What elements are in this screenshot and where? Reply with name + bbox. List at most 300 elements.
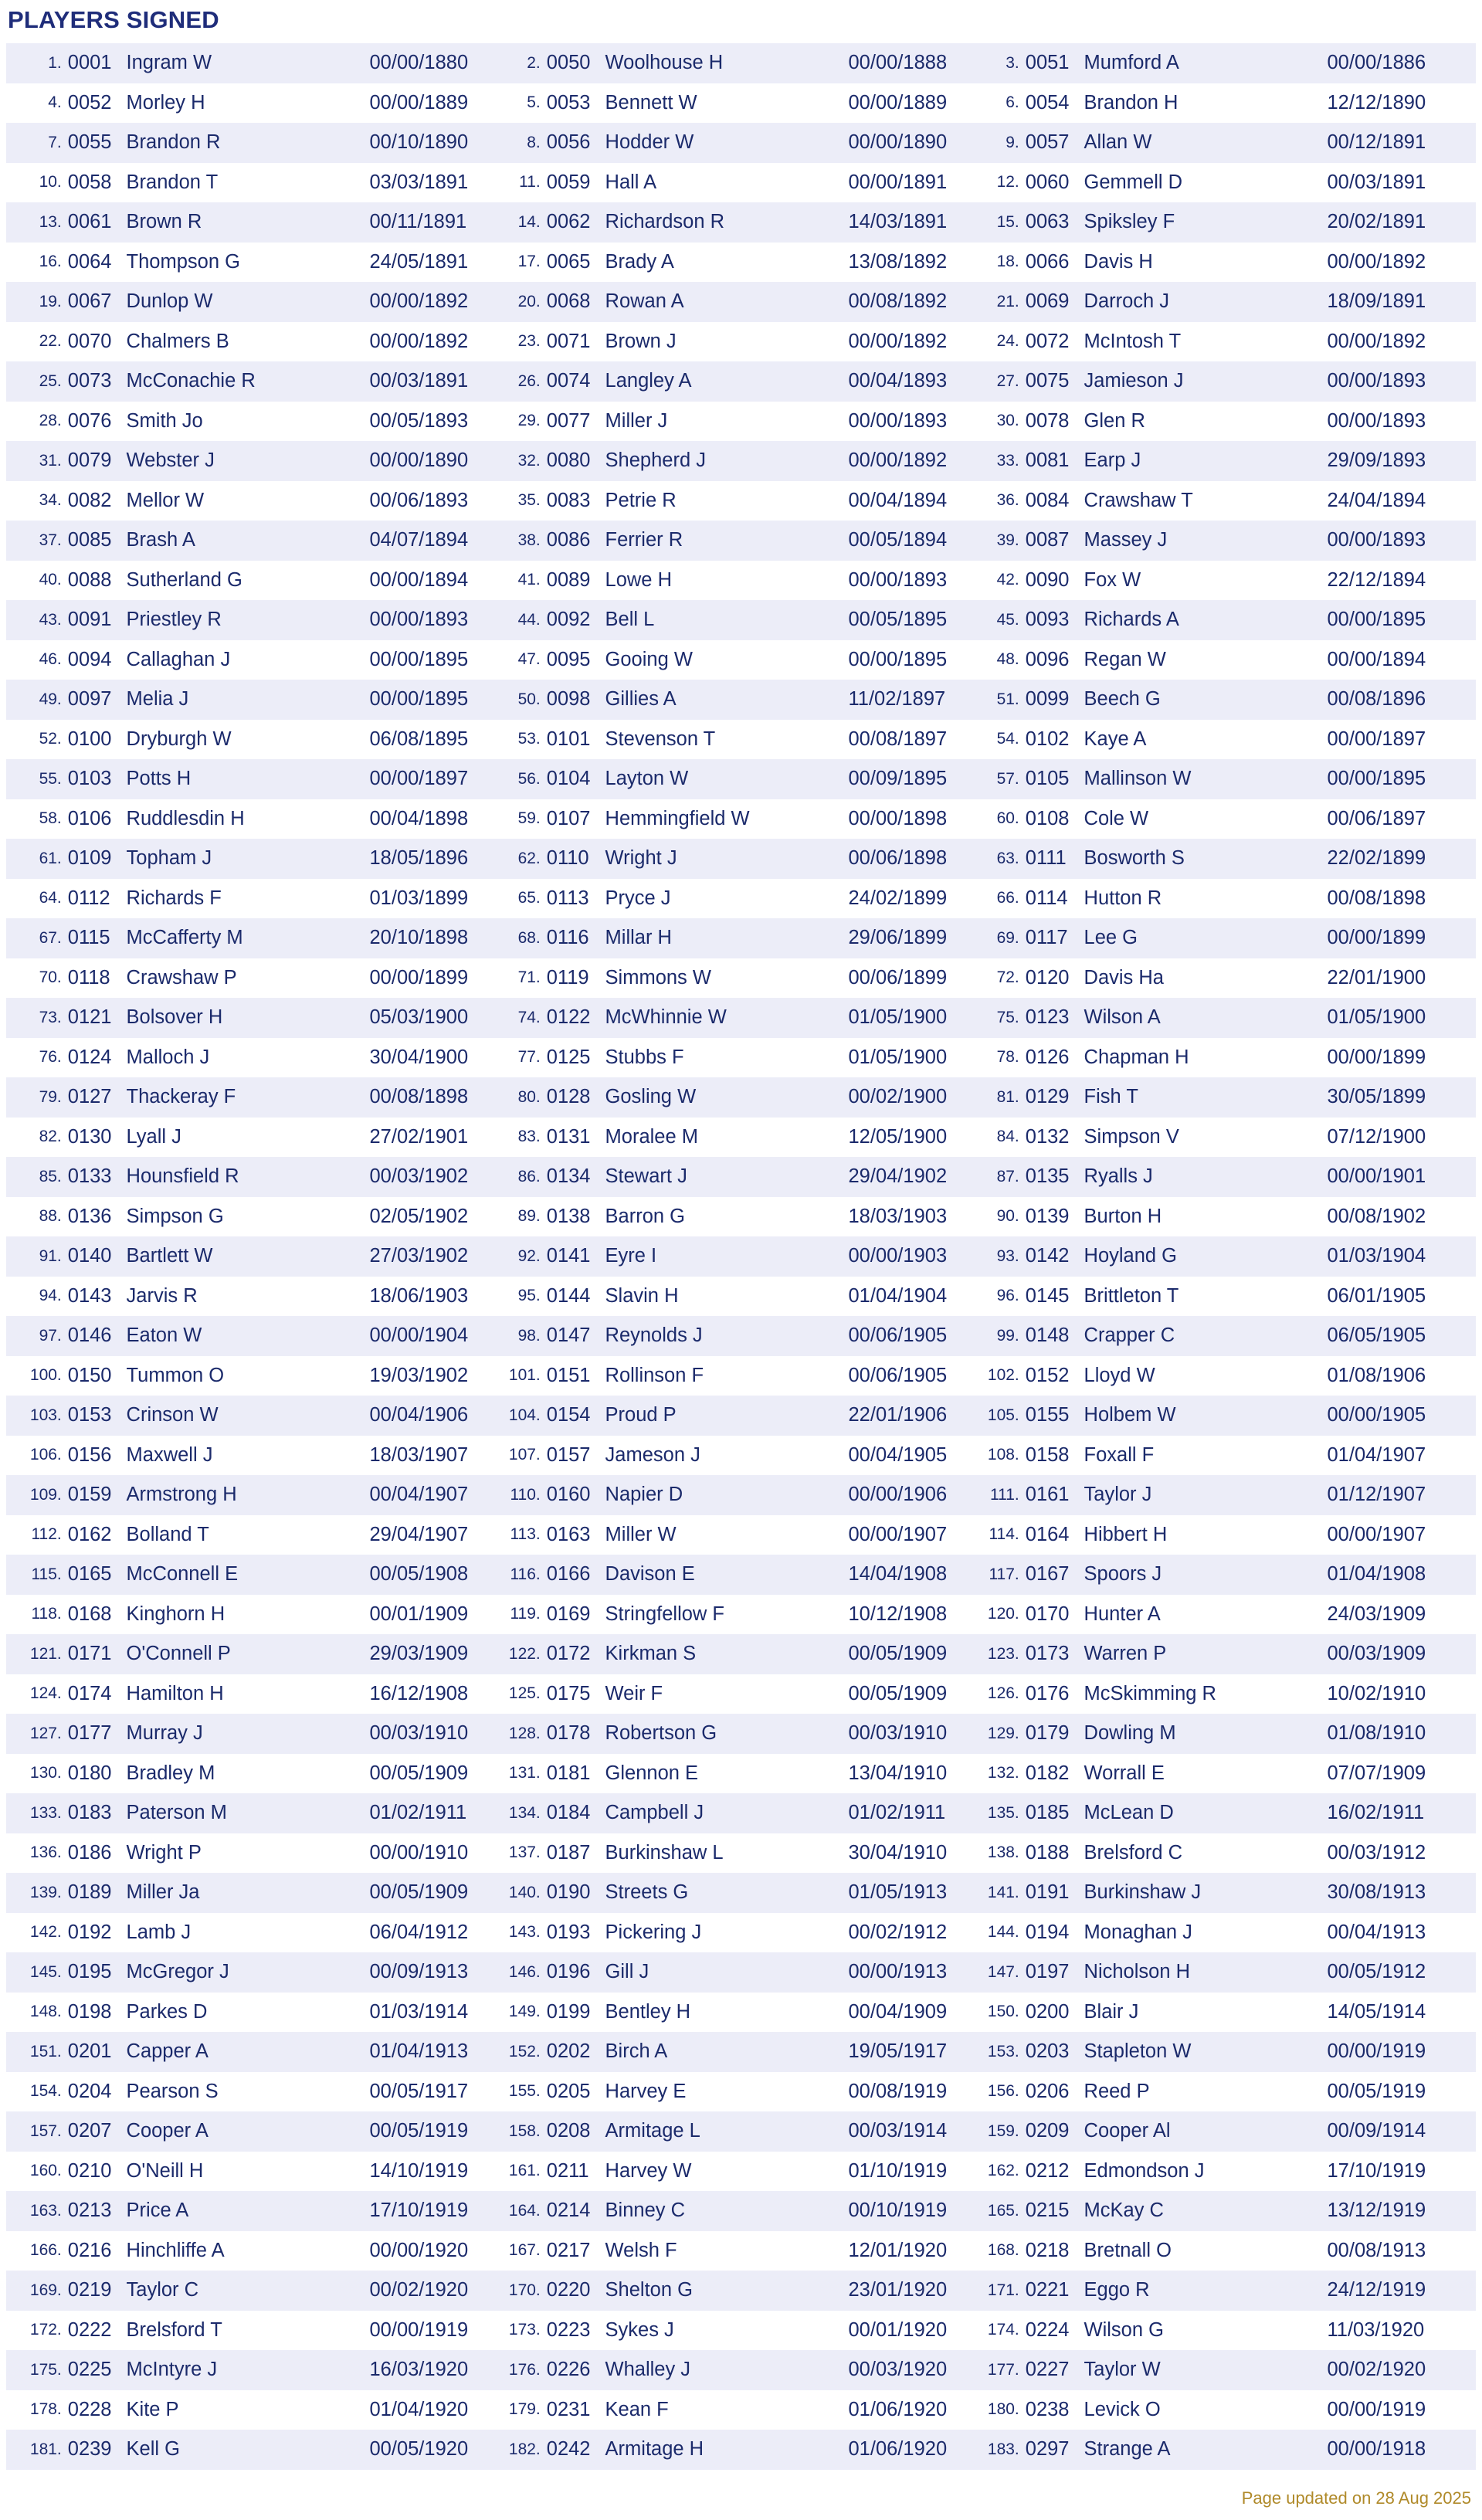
signed-date: 00/00/1898 bbox=[848, 807, 948, 829]
player-entry bbox=[964, 331, 1443, 353]
player-name: Weir F bbox=[605, 1682, 663, 1704]
player-entry bbox=[964, 927, 1443, 949]
player-name: Capper A bbox=[126, 2040, 209, 2063]
player-entry bbox=[964, 290, 1443, 313]
signed-date: 20/10/1898 bbox=[369, 927, 469, 949]
player-entry bbox=[485, 529, 964, 551]
signed-date: 00/00/1919 bbox=[1327, 2398, 1426, 2420]
player-number: 47. bbox=[517, 650, 541, 669]
player-entry bbox=[485, 847, 964, 870]
player-name: Bosworth S bbox=[1084, 847, 1185, 870]
player-name: Sutherland G bbox=[126, 568, 242, 591]
player-name: Hutton R bbox=[1084, 887, 1162, 909]
table-row bbox=[6, 1436, 1476, 1476]
player-name: Brandon R bbox=[126, 131, 221, 154]
player-number: 169. bbox=[29, 2281, 62, 2299]
player-entry bbox=[6, 1961, 485, 1983]
player-entry bbox=[6, 1086, 485, 1108]
player-code: 0195 bbox=[67, 1961, 112, 1983]
player-code: 0207 bbox=[67, 2120, 112, 2142]
player-entry bbox=[485, 1365, 964, 1387]
player-name: McLean D bbox=[1084, 1802, 1174, 1824]
player-code: 0082 bbox=[67, 489, 112, 511]
player-name: Beech G bbox=[1084, 688, 1161, 711]
player-name: Eggo R bbox=[1084, 2279, 1150, 2301]
signed-date: 00/08/1919 bbox=[848, 2080, 948, 2102]
player-number: 146. bbox=[508, 1962, 541, 1981]
player-name: McGregor J bbox=[126, 1961, 229, 1983]
player-name: Petrie R bbox=[605, 489, 677, 511]
player-entry bbox=[485, 290, 964, 313]
player-code: 0174 bbox=[67, 1682, 112, 1704]
player-name: Smith Jo bbox=[126, 409, 203, 432]
player-entry bbox=[485, 2279, 964, 2301]
player-name: Chalmers B bbox=[126, 330, 229, 352]
signed-date: 29/06/1899 bbox=[848, 927, 948, 949]
signed-date: 00/09/1895 bbox=[848, 768, 948, 790]
player-entry bbox=[485, 331, 964, 353]
player-number: 162. bbox=[987, 2162, 1019, 2180]
signed-date: 01/05/1900 bbox=[848, 1046, 948, 1068]
player-entry bbox=[964, 1206, 1443, 1228]
table-row bbox=[6, 1714, 1476, 1754]
player-entry bbox=[6, 1206, 485, 1228]
player-entry bbox=[6, 2081, 485, 2103]
signed-date: 00/00/1892 bbox=[369, 330, 469, 352]
player-number: 64. bbox=[39, 889, 62, 907]
player-entry bbox=[6, 1524, 485, 1546]
signed-date: 24/03/1909 bbox=[1327, 1603, 1426, 1625]
player-entry bbox=[6, 1006, 485, 1029]
signed-date: 00/00/1895 bbox=[369, 688, 469, 711]
player-name: Stringfellow F bbox=[605, 1603, 725, 1625]
player-number: 177. bbox=[987, 2360, 1019, 2379]
player-code: 0148 bbox=[1025, 1324, 1070, 1347]
player-number: 105. bbox=[987, 1406, 1019, 1424]
player-number: 8. bbox=[527, 133, 541, 151]
signed-date: 01/06/1920 bbox=[848, 2398, 948, 2420]
player-entry bbox=[964, 1563, 1443, 1586]
signed-date: 17/10/1919 bbox=[1327, 2159, 1426, 2182]
player-name: Tummon O bbox=[126, 1364, 225, 1386]
player-name: Woolhouse H bbox=[605, 52, 724, 74]
player-code: 0191 bbox=[1025, 1881, 1070, 1904]
player-number: 5. bbox=[527, 93, 541, 112]
player-name: Reynolds J bbox=[605, 1324, 703, 1347]
table-row bbox=[6, 123, 1476, 163]
player-name: Burton H bbox=[1084, 1205, 1162, 1227]
player-code: 0075 bbox=[1025, 370, 1070, 392]
player-number: 38. bbox=[517, 531, 541, 549]
player-code: 0065 bbox=[546, 250, 591, 273]
player-code: 0099 bbox=[1025, 688, 1070, 711]
signed-date: 20/02/1891 bbox=[1327, 211, 1426, 233]
player-code: 0090 bbox=[1025, 568, 1070, 591]
player-name: Massey J bbox=[1084, 529, 1168, 551]
player-number: 98. bbox=[517, 1326, 541, 1345]
signed-date: 02/05/1902 bbox=[369, 1205, 469, 1227]
player-number: 114. bbox=[989, 1525, 1019, 1544]
player-entry bbox=[964, 1484, 1443, 1506]
signed-date: 00/00/1903 bbox=[848, 1245, 948, 1267]
player-name: Morley H bbox=[126, 91, 205, 114]
signed-date: 00/00/1913 bbox=[848, 1961, 948, 1983]
player-code: 0202 bbox=[546, 2040, 591, 2063]
table-row bbox=[6, 600, 1476, 640]
player-name: Maxwell J bbox=[126, 1443, 213, 1466]
player-name: McIntyre J bbox=[126, 2359, 218, 2381]
player-number: 173. bbox=[508, 2321, 541, 2339]
player-name: Mallinson W bbox=[1084, 768, 1192, 790]
player-name: Pickering J bbox=[605, 1921, 702, 1943]
player-number: 45. bbox=[996, 610, 1019, 629]
player-code: 0068 bbox=[546, 290, 591, 313]
player-name: Wilson A bbox=[1084, 1006, 1161, 1029]
player-entry bbox=[485, 1722, 964, 1745]
player-entry bbox=[964, 171, 1443, 194]
player-entry bbox=[485, 1762, 964, 1785]
signed-date: 00/00/1907 bbox=[848, 1523, 948, 1545]
player-code: 0231 bbox=[546, 2398, 591, 2420]
player-code: 0125 bbox=[546, 1046, 591, 1068]
player-name: Glennon E bbox=[605, 1762, 699, 1784]
player-code: 0058 bbox=[67, 171, 112, 193]
signed-date: 11/03/1920 bbox=[1327, 2318, 1425, 2341]
signed-date: 00/02/1920 bbox=[1327, 2359, 1426, 2381]
player-number: 52. bbox=[39, 730, 62, 748]
player-number: 132. bbox=[987, 1764, 1019, 1782]
player-number: 90. bbox=[996, 1207, 1019, 1226]
player-name: Moralee M bbox=[605, 1125, 698, 1148]
signed-date: 00/08/1902 bbox=[1327, 1205, 1426, 1227]
player-entry bbox=[6, 847, 485, 870]
player-entry bbox=[6, 927, 485, 949]
player-code: 0102 bbox=[1025, 728, 1070, 750]
signed-date: 06/04/1912 bbox=[369, 1921, 469, 1943]
player-number: 72. bbox=[996, 968, 1019, 987]
player-number: 78. bbox=[996, 1048, 1019, 1067]
player-entry bbox=[964, 1842, 1443, 1864]
player-code: 0146 bbox=[67, 1324, 112, 1347]
player-number: 69. bbox=[996, 928, 1019, 947]
player-number: 127. bbox=[29, 1724, 62, 1742]
player-name: O'Connell P bbox=[126, 1643, 231, 1665]
player-code: 0130 bbox=[67, 1125, 112, 1148]
signed-date: 00/03/1891 bbox=[1327, 171, 1426, 193]
signed-date: 00/00/1895 bbox=[1327, 609, 1426, 631]
player-code: 0239 bbox=[67, 2438, 112, 2461]
signed-date: 00/03/1902 bbox=[369, 1165, 469, 1188]
player-number: 108. bbox=[987, 1446, 1019, 1464]
player-name: Brandon T bbox=[126, 171, 219, 193]
player-number: 92. bbox=[517, 1246, 541, 1265]
player-name: Bartlett W bbox=[126, 1245, 213, 1267]
player-entry bbox=[6, 2120, 485, 2142]
player-entry bbox=[485, 1086, 964, 1108]
player-entry bbox=[6, 1722, 485, 1745]
player-number: 66. bbox=[996, 889, 1019, 907]
player-number: 165. bbox=[987, 2201, 1019, 2220]
signed-date: 01/02/1911 bbox=[369, 1802, 467, 1824]
player-name: Hounsfield R bbox=[126, 1165, 239, 1188]
signed-date: 30/04/1910 bbox=[848, 1841, 948, 1864]
player-number: 17. bbox=[517, 253, 541, 271]
player-number: 128. bbox=[508, 1724, 541, 1742]
player-entry bbox=[485, 1921, 964, 1944]
signed-date: 24/02/1899 bbox=[848, 887, 948, 909]
signed-date: 14/05/1914 bbox=[1327, 2000, 1426, 2023]
player-name: Cole W bbox=[1084, 807, 1149, 829]
player-entry bbox=[485, 131, 964, 154]
player-entry bbox=[6, 1404, 485, 1426]
player-code: 0163 bbox=[546, 1523, 591, 1545]
signed-date: 13/04/1910 bbox=[848, 1762, 948, 1784]
player-entry bbox=[964, 251, 1443, 273]
player-entry bbox=[6, 2040, 485, 2063]
player-entry bbox=[6, 1365, 485, 1387]
player-number: 174. bbox=[987, 2321, 1019, 2339]
player-code: 0060 bbox=[1025, 171, 1070, 193]
player-name: Earp J bbox=[1084, 449, 1141, 472]
signed-date: 14/10/1919 bbox=[369, 2159, 469, 2182]
player-entry bbox=[964, 847, 1443, 870]
player-number: 57. bbox=[996, 769, 1019, 788]
player-number: 131. bbox=[508, 1764, 541, 1782]
player-code: 0095 bbox=[546, 648, 591, 670]
player-name: Jarvis R bbox=[126, 1284, 198, 1307]
player-code: 0214 bbox=[546, 2199, 591, 2222]
signed-date: 24/05/1891 bbox=[369, 250, 469, 273]
player-name: Davis H bbox=[1084, 250, 1153, 273]
player-name: Hall A bbox=[605, 171, 657, 193]
player-entry bbox=[6, 1165, 485, 1188]
player-entry bbox=[6, 1802, 485, 1824]
signed-date: 01/03/1914 bbox=[369, 2000, 469, 2023]
player-number: 172. bbox=[29, 2321, 62, 2339]
signed-date: 13/12/1919 bbox=[1327, 2199, 1426, 2222]
player-number: 138. bbox=[987, 1843, 1019, 1862]
signed-date: 00/02/1900 bbox=[848, 1086, 948, 1108]
player-name: Taylor C bbox=[126, 2279, 199, 2301]
player-entry bbox=[964, 2359, 1443, 2381]
player-code: 0203 bbox=[1025, 2040, 1070, 2063]
player-name: Hodder W bbox=[605, 131, 694, 154]
player-code: 0201 bbox=[67, 2040, 112, 2063]
signed-date: 00/06/1893 bbox=[369, 489, 469, 511]
player-number: 68. bbox=[517, 928, 541, 947]
player-code: 0194 bbox=[1025, 1921, 1070, 1943]
player-number: 46. bbox=[39, 650, 62, 669]
table-row bbox=[6, 1077, 1476, 1118]
player-entry bbox=[485, 609, 964, 631]
player-code: 0051 bbox=[1025, 52, 1070, 74]
player-number: 126. bbox=[987, 1684, 1019, 1703]
player-code: 0135 bbox=[1025, 1165, 1070, 1188]
player-entry bbox=[964, 1165, 1443, 1188]
player-number: 99. bbox=[996, 1326, 1019, 1345]
signed-date: 22/12/1894 bbox=[1327, 568, 1426, 591]
signed-date: 00/00/1892 bbox=[848, 449, 948, 472]
player-name: Malloch J bbox=[126, 1046, 210, 1068]
player-code: 0199 bbox=[546, 2000, 591, 2023]
signed-date: 07/07/1909 bbox=[1327, 1762, 1426, 1784]
signed-date: 00/00/1890 bbox=[369, 449, 469, 472]
player-entry bbox=[485, 1006, 964, 1029]
player-number: 76. bbox=[39, 1048, 62, 1067]
signed-date: 06/08/1895 bbox=[369, 728, 469, 750]
player-name: Dowling M bbox=[1084, 1722, 1176, 1745]
player-code: 0053 bbox=[546, 91, 591, 114]
player-entry bbox=[485, 2319, 964, 2342]
signed-date: 00/00/1890 bbox=[848, 131, 948, 154]
player-entry bbox=[485, 1683, 964, 1705]
signed-date: 00/06/1898 bbox=[848, 847, 948, 870]
signed-date: 16/03/1920 bbox=[369, 2359, 469, 2381]
player-entry bbox=[485, 2359, 964, 2381]
player-name: Callaghan J bbox=[126, 648, 231, 670]
signed-date: 12/12/1890 bbox=[1327, 91, 1426, 114]
player-number: 133. bbox=[29, 1803, 62, 1822]
player-entry bbox=[485, 1603, 964, 1626]
signed-date: 01/02/1911 bbox=[848, 1802, 946, 1824]
player-name: Crinson W bbox=[126, 1404, 219, 1426]
player-number: 59. bbox=[517, 809, 541, 828]
player-name: Monaghan J bbox=[1084, 1921, 1192, 1943]
player-name: Binney C bbox=[605, 2199, 686, 2222]
player-code: 0206 bbox=[1025, 2080, 1070, 2102]
player-entry bbox=[485, 1842, 964, 1864]
player-name: Potts H bbox=[126, 768, 192, 790]
player-number: 144. bbox=[987, 1923, 1019, 1942]
player-number: 34. bbox=[39, 491, 62, 510]
player-entry bbox=[485, 2438, 964, 2461]
player-number: 168. bbox=[987, 2241, 1019, 2260]
player-entry bbox=[6, 490, 485, 512]
player-name: Stevenson T bbox=[605, 728, 716, 750]
player-entry bbox=[964, 967, 1443, 989]
table-row bbox=[6, 2350, 1476, 2390]
signed-date: 00/05/1919 bbox=[1327, 2080, 1426, 2102]
table-row bbox=[6, 361, 1476, 402]
player-name: Harvey E bbox=[605, 2080, 687, 2102]
player-entry bbox=[964, 2001, 1443, 2023]
player-number: 86. bbox=[517, 1167, 541, 1185]
signed-date: 11/02/1897 bbox=[848, 688, 946, 711]
player-code: 0074 bbox=[546, 370, 591, 392]
player-name: Dryburgh W bbox=[126, 728, 232, 750]
player-code: 0223 bbox=[546, 2318, 591, 2341]
player-code: 0001 bbox=[67, 52, 112, 74]
player-entry bbox=[964, 410, 1443, 432]
player-number: 63. bbox=[996, 849, 1019, 867]
signed-date: 27/02/1901 bbox=[369, 1125, 469, 1148]
player-number: 122. bbox=[508, 1644, 541, 1663]
signed-date: 00/05/1920 bbox=[369, 2438, 469, 2461]
player-code: 0067 bbox=[67, 290, 112, 313]
player-number: 136. bbox=[29, 1843, 62, 1862]
player-entry bbox=[6, 967, 485, 989]
table-row bbox=[6, 1118, 1476, 1158]
signed-date: 00/08/1896 bbox=[1327, 688, 1426, 711]
player-code: 0057 bbox=[1025, 131, 1070, 154]
table-row bbox=[6, 2430, 1476, 2470]
player-number: 24. bbox=[996, 332, 1019, 351]
player-entry bbox=[6, 728, 485, 751]
player-name: Hunter A bbox=[1084, 1603, 1161, 1625]
player-number: 91. bbox=[39, 1246, 62, 1265]
player-code: 0161 bbox=[1025, 1484, 1070, 1506]
player-entry bbox=[6, 1126, 485, 1148]
table-row bbox=[6, 2231, 1476, 2271]
player-entry bbox=[964, 569, 1443, 592]
player-code: 0227 bbox=[1025, 2359, 1070, 2381]
player-code: 0213 bbox=[67, 2199, 112, 2222]
player-number: 85. bbox=[39, 1167, 62, 1185]
player-number: 102. bbox=[987, 1366, 1019, 1385]
player-name: Gemmell D bbox=[1084, 171, 1183, 193]
signed-date: 00/05/1919 bbox=[369, 2120, 469, 2142]
player-name: Kite P bbox=[126, 2398, 179, 2420]
player-name: Taylor J bbox=[1084, 1484, 1152, 1506]
player-code: 0226 bbox=[546, 2359, 591, 2381]
player-code: 0168 bbox=[67, 1603, 112, 1625]
signed-date: 00/11/1891 bbox=[369, 211, 467, 233]
player-code: 0132 bbox=[1025, 1125, 1070, 1148]
player-code: 0297 bbox=[1025, 2438, 1070, 2461]
player-number: 100. bbox=[29, 1366, 62, 1385]
player-name: McSkimming R bbox=[1084, 1682, 1216, 1704]
player-name: Brelsford C bbox=[1084, 1841, 1183, 1864]
player-code: 0204 bbox=[67, 2080, 112, 2102]
player-entry bbox=[485, 1324, 964, 1347]
player-code: 0172 bbox=[546, 1643, 591, 1665]
player-entry bbox=[6, 171, 485, 194]
signed-date: 19/03/1902 bbox=[369, 1364, 469, 1386]
player-name: Eaton W bbox=[126, 1324, 202, 1347]
player-number: 58. bbox=[39, 809, 62, 828]
table-row bbox=[6, 1197, 1476, 1237]
player-code: 0210 bbox=[67, 2159, 112, 2182]
player-name: Gosling W bbox=[605, 1086, 697, 1108]
player-entry bbox=[485, 1404, 964, 1426]
player-entry bbox=[964, 1603, 1443, 1626]
table-row bbox=[6, 918, 1476, 958]
signed-date: 00/04/1906 bbox=[369, 1404, 469, 1426]
signed-date: 00/00/1895 bbox=[369, 648, 469, 670]
player-entry bbox=[6, 290, 485, 313]
player-code: 0086 bbox=[546, 529, 591, 551]
signed-date: 00/05/1909 bbox=[369, 1881, 469, 1904]
signed-date: 00/08/1897 bbox=[848, 728, 948, 750]
player-entry bbox=[485, 967, 964, 989]
player-name: Hoyland G bbox=[1084, 1245, 1178, 1267]
player-name: Foxall F bbox=[1084, 1443, 1155, 1466]
player-entry bbox=[6, 370, 485, 392]
player-code: 0098 bbox=[546, 688, 591, 711]
player-name: Brittleton T bbox=[1084, 1284, 1179, 1307]
player-number: 152. bbox=[508, 2042, 541, 2060]
player-name: Spoors J bbox=[1084, 1563, 1162, 1586]
signed-date: 00/03/1912 bbox=[1327, 1841, 1426, 1864]
player-entry bbox=[485, 92, 964, 114]
table-row bbox=[6, 958, 1476, 999]
signed-date: 00/00/1920 bbox=[369, 2239, 469, 2261]
player-name: Thackeray F bbox=[126, 1086, 236, 1108]
player-entry bbox=[6, 1484, 485, 1506]
player-code: 0117 bbox=[1025, 927, 1068, 949]
player-name: Stubbs F bbox=[605, 1046, 684, 1068]
table-row bbox=[6, 1993, 1476, 2033]
